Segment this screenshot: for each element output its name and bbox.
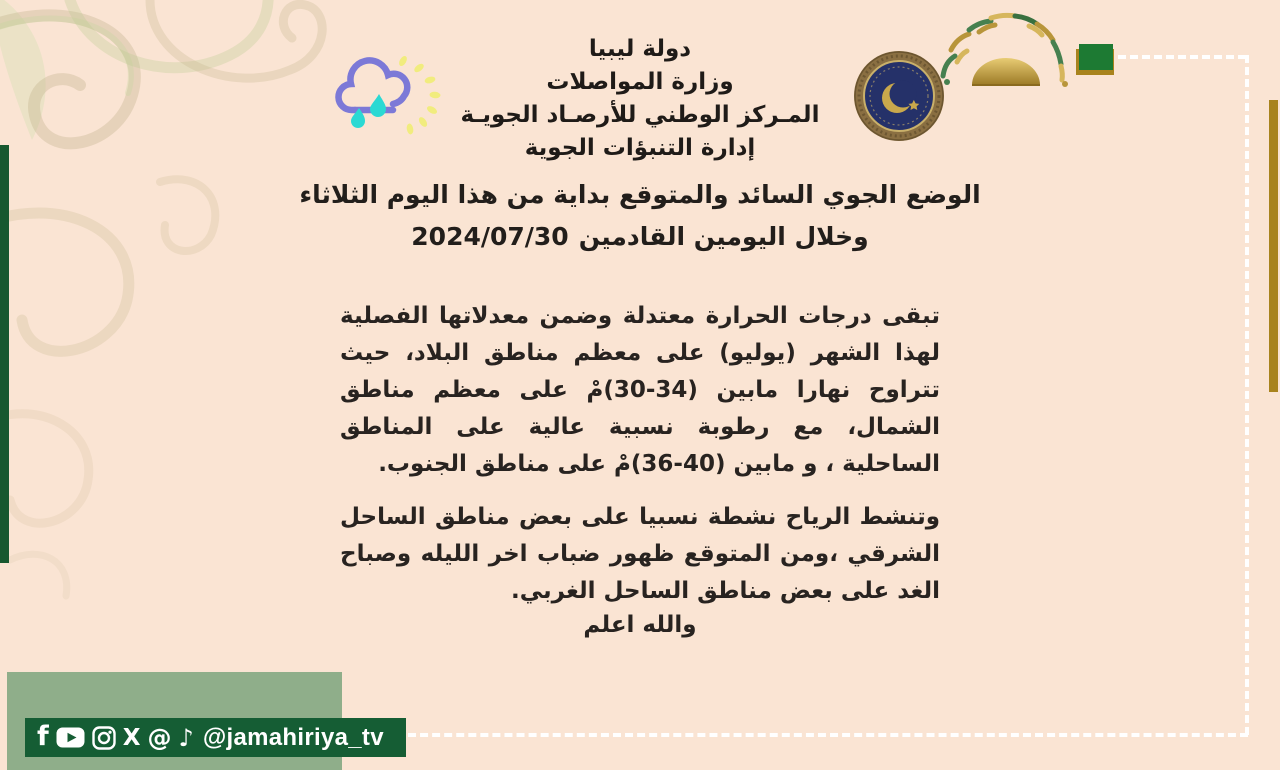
forecast-paragraph-temperatures: تبقى درجات الحرارة معتدلة وضمن معدلاتها الفصلية لهذا الشهر (يوليو) على معظم مناطق البلاد، حيث تتراوح نهارا مابين (34-30)مْ على معظم مناطق الشمال، مع رطوبة نسبية عالية على المناطق الساحلية ، و مابين (40-36)مْ على مناطق الجنوب. (340, 303, 940, 477)
header-center: المـركز الوطني للأرصـاد الجويـة (460, 102, 820, 128)
bulletin-title-line2 (0, 222, 1280, 251)
instagram-icon[interactable] (92, 723, 116, 753)
bulletin-title: الوضع الجوي السائد والمتوقع بداية من هذا اليوم الثلاثاء (299, 180, 981, 209)
social-bar (25, 718, 406, 757)
youtube-icon[interactable] (56, 723, 85, 753)
tiktok-icon[interactable]: ♪ (178, 723, 194, 752)
forecast-body (340, 298, 940, 626)
x-icon[interactable]: X (122, 724, 141, 751)
facebook-icon[interactable]: f (37, 721, 49, 752)
header-block (0, 33, 1280, 165)
bulletin-date: 2024/07/30 (411, 222, 569, 251)
forecast-paragraph-winds-fog: وتنشط الرياح نشطة نسبيا على بعض مناطق الساحل الشرقي ،ومن المتوقع ظهور ضباب اخر الليله وصباح الغد على بعض مناطق الساحل الغربي. (340, 504, 940, 604)
header-country: دولة ليبيا (588, 36, 692, 62)
closing-note: والله اعلم (583, 612, 697, 638)
social-handle[interactable]: @jamahiriya_tv (202, 723, 384, 751)
bulletin-title-line2-text: وخلال اليومين القادمين (578, 222, 869, 251)
header-ministry: وزارة المواصلات (546, 69, 734, 95)
dashed-border-bottom (408, 733, 1248, 737)
header-department: إدارة التنبؤات الجوية (524, 135, 756, 161)
threads-icon[interactable]: @ (147, 723, 172, 752)
